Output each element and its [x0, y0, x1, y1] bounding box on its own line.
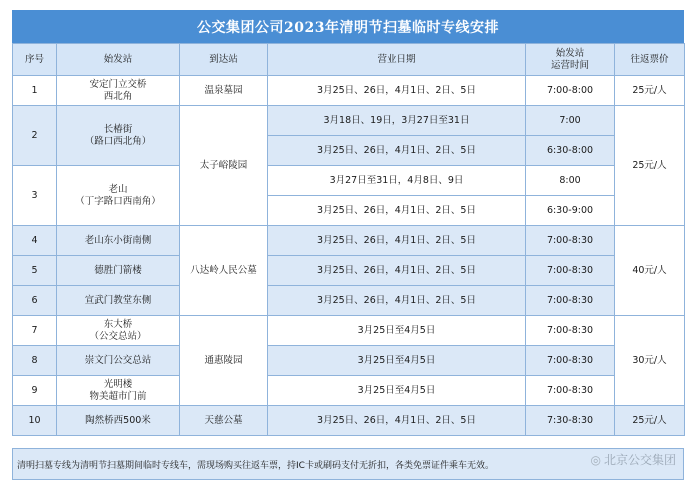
table-row — [13, 376, 685, 406]
row-no: 3 — [13, 166, 57, 226]
row-dates: 3月25日、26日，4月1日、2日、5日 — [268, 226, 526, 256]
row-origin: 光明楼 物美超市门前 — [57, 376, 180, 406]
row-fare: 40元/人 — [615, 226, 685, 316]
table-row — [13, 256, 685, 286]
page-title: 公交集团公司2023年清明节扫墓临时专线安排 — [12, 10, 684, 43]
row-hours: 6:30-9:00 — [526, 196, 615, 226]
weibo-logo-icon: ◎ — [590, 452, 601, 467]
row-dest: 温泉墓园 — [180, 76, 268, 106]
header-hours: 始发站 运营时间 — [526, 44, 615, 76]
row-origin: 宣武门教堂东侧 — [57, 286, 180, 316]
table-row — [13, 346, 685, 376]
row-dates: 3月25日、26日，4月1日、2日、5日 — [268, 136, 526, 166]
row-dates: 3月25日、26日，4月1日、2日、5日 — [268, 196, 526, 226]
footer-note — [12, 448, 684, 480]
row-hours: 7:00-8:30 — [526, 226, 615, 256]
row-hours: 7:00-8:30 — [526, 346, 615, 376]
row-no: 5 — [13, 256, 57, 286]
row-no: 2 — [13, 106, 57, 166]
header-no: 序号 — [13, 44, 57, 76]
row-hours: 7:00-8:30 — [526, 376, 615, 406]
row-hours: 7:00-8:30 — [526, 286, 615, 316]
watermark — [591, 451, 677, 468]
row-origin: 长椿街 （路口西北角） — [57, 106, 180, 166]
row-origin: 东大桥 （公交总站） — [57, 316, 180, 346]
row-dates: 3月25日、26日，4月1日、2日、5日 — [268, 256, 526, 286]
watermark-text: 北京公交集团 — [603, 453, 676, 467]
header-dest: 到达站 — [180, 44, 268, 76]
row-dates: 3月25日、26日，4月1日、2日、5日 — [268, 76, 526, 106]
table-row — [13, 166, 685, 196]
table-header-row — [13, 44, 685, 76]
row-dates: 3月25日、26日，4月1日、2日、5日 — [268, 286, 526, 316]
schedule-frame — [12, 10, 684, 480]
row-origin: 崇文门公交总站 — [57, 346, 180, 376]
row-dest: 天慈公墓 — [180, 406, 268, 436]
row-fare: 25元/人 — [615, 406, 685, 436]
table-row — [13, 76, 685, 106]
row-no: 4 — [13, 226, 57, 256]
row-no: 6 — [13, 286, 57, 316]
row-dates: 3月18日、19日，3月27日至31日 — [268, 106, 526, 136]
row-hours: 7:30-8:30 — [526, 406, 615, 436]
row-no: 1 — [13, 76, 57, 106]
row-no: 7 — [13, 316, 57, 346]
table-row — [13, 226, 685, 256]
row-dates: 3月25日至4月5日 — [268, 376, 526, 406]
row-origin: 陶然桥西500米 — [57, 406, 180, 436]
row-hours: 7:00-8:30 — [526, 256, 615, 286]
table-row — [13, 316, 685, 346]
table-row — [13, 106, 685, 136]
row-no: 9 — [13, 376, 57, 406]
row-fare: 25元/人 — [615, 76, 685, 106]
row-origin: 老山东小街南侧 — [57, 226, 180, 256]
row-dates: 3月27日至31日，4月8日、9日 — [268, 166, 526, 196]
header-fare: 往返票价 — [615, 44, 685, 76]
row-dates: 3月25日、26日，4月1日、2日、5日 — [268, 406, 526, 436]
row-dest: 太子峪陵园 — [180, 106, 268, 226]
row-no: 8 — [13, 346, 57, 376]
row-hours: 6:30-8:00 — [526, 136, 615, 166]
row-fare: 30元/人 — [615, 316, 685, 406]
row-origin: 老山 （丁字路口西南角） — [57, 166, 180, 226]
row-no: 10 — [13, 406, 57, 436]
row-origin: 安定门立交桥 西北角 — [57, 76, 180, 106]
schedule-table — [12, 43, 685, 436]
header-origin: 始发站 — [57, 44, 180, 76]
table-row — [13, 406, 685, 436]
row-dates: 3月25日至4月5日 — [268, 346, 526, 376]
row-dates: 3月25日至4月5日 — [268, 316, 526, 346]
row-hours: 7:00-8:30 — [526, 316, 615, 346]
row-origin: 德胜门箭楼 — [57, 256, 180, 286]
row-hours: 7:00 — [526, 106, 615, 136]
row-fare: 25元/人 — [615, 106, 685, 226]
row-dest: 通惠陵园 — [180, 316, 268, 406]
row-dest: 八达岭人民公墓 — [180, 226, 268, 316]
header-dates: 营业日期 — [268, 44, 526, 76]
row-hours: 8:00 — [526, 166, 615, 196]
row-hours: 7:00-8:00 — [526, 76, 615, 106]
footer-text: 清明扫墓专线为清明节扫墓期间临时专线车，需现场购买往返车票，持IC卡或刷码支付无折扣，各类免票证件乘车无效。 — [17, 460, 494, 471]
table-row — [13, 286, 685, 316]
